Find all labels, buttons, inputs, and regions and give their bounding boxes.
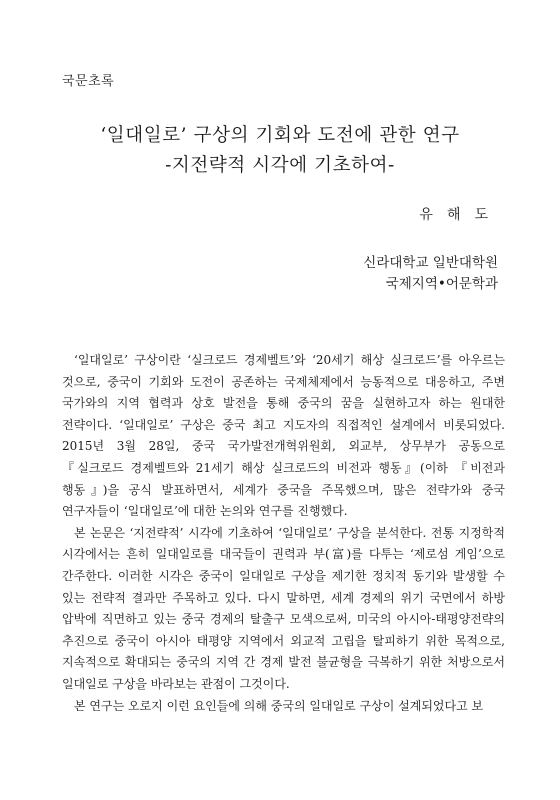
title-block xyxy=(0,123,560,179)
paper-title: ‘일대일로’ 구상의 기회와 도전에 관한 연구 xyxy=(100,125,460,146)
abstract-paragraph: 본 논문은 ‘지전략적’ 시각에 기초하여 ‘일대일로’ 구상을 분석한다. 전통 지정학적 시각에서는 흔히 일대일로를 대국들이 권력과 부(富)를 다투는 ‘제로섬 게임’으로 간주한다. 이러한 시각은 중국이 일대일로 구상을 제기한 정치적 동기와 발생할 수 있는 전략적 결과만 주목하고 있다. 다시 말하면, 세계 경제의 위기 국면에서 하방 압박에 직면하고 있는 중국 경제의 탈출구 모색으로써, 미국의 아시아-태평양전략의 추진으로 중국이 아시아 태평양 지역에서 외교적 고립을 탈피하기 위한 목적으로, 지속적으로 확대되는 중국의 지역 간 경제 발전 불균형을 극복하기 위한 처방으로서 일대일로 구상을 바라보는 관점이 그것이다. xyxy=(62,525,505,691)
abstract-body xyxy=(62,350,505,717)
abstract-paragraph: ‘일대일로’ 구상이란 ‘실크로드 경제벨트’와 ‘20세기 해상 실크로드’를 아우르는 것으로, 중국이 기회와 도전이 공존하는 국제체제에서 능동적으로 대응하고, 주변 국가와의 지역 협력과 상호 발전을 통해 중국의 꿈을 실현하고자 하는 원대한 전략이다. ‘일대일로’ 구상은 중국 최고 지도자의 직접적인 설계에서 비롯되었다. 2015년 3월 28일, 중국 국가발전개혁위원회, 외교부, 상무부가 공동으로 『실크로드 경제벨트와 21세기 해상 실크로드의 비전과 행동』(이하 『비전과 행동』)을 공식 발표하면서, 세계가 중국을 주목했으며, 많은 전략가와 중국 연구자들이 ‘일대일로’에 대한 논의와 연구를 진행했다. xyxy=(62,353,505,519)
paper-subtitle: -지전략적 시각에 기초하여- xyxy=(165,155,395,176)
affiliation-department: 국제지역•어문학과 xyxy=(385,276,498,292)
section-label: 국문초록 xyxy=(62,74,115,89)
author-name: 유해도 xyxy=(419,207,502,223)
affiliation-university: 신라대학교 일반대학원 xyxy=(363,255,498,271)
abstract-paragraph: 본 연구는 오로지 이런 요인들에 의해 중국의 일대일로 구상이 설계되었다고 보 xyxy=(74,698,484,713)
